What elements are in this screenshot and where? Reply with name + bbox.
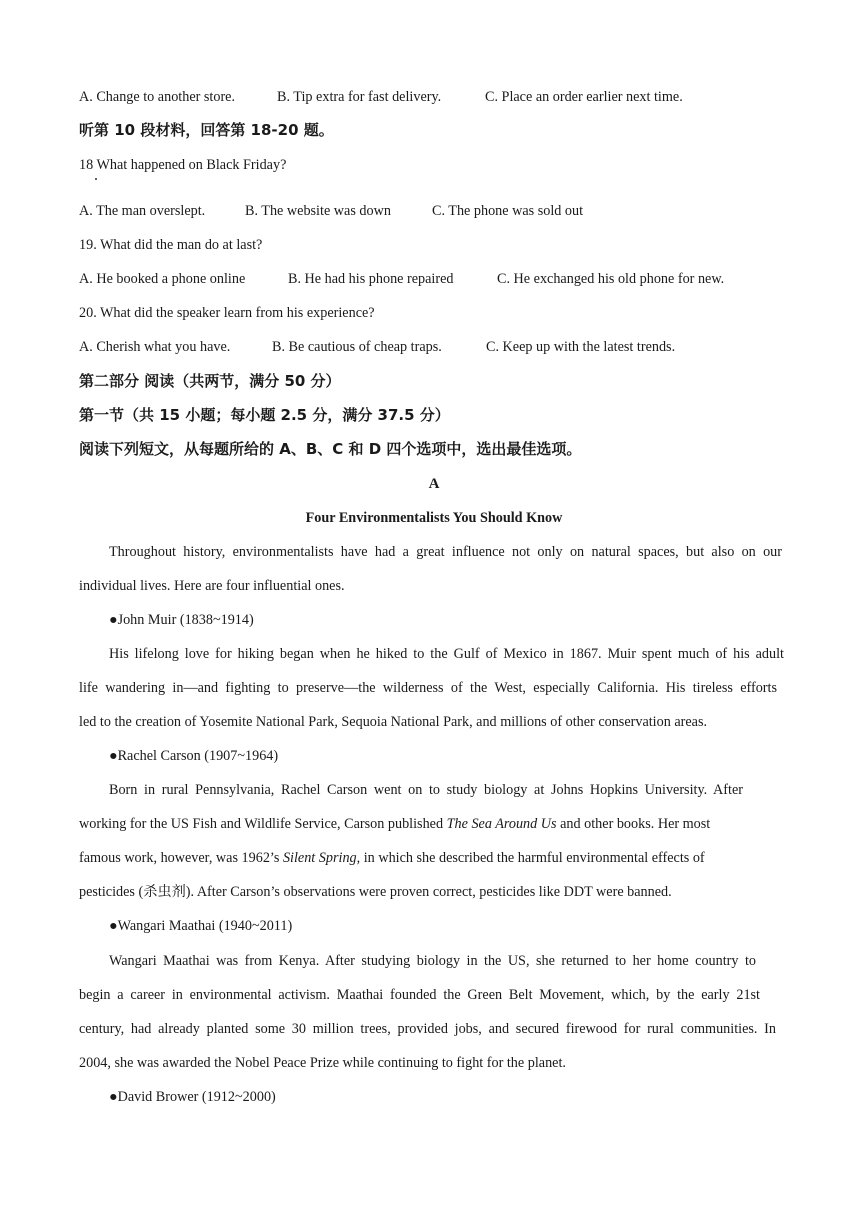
muir-line-3: led to the creation of Yosemite National Park, Sequoia National Park, and millions of other conservation areas.: [79, 714, 708, 730]
carson-line-2: [79, 814, 784, 834]
passage-title: Four Environmentalists You Should Know: [305, 510, 563, 526]
q18-option-a: A. The man overslept.: [79, 203, 206, 219]
carson-line-1: Born in rural Pennsylvania, Rachel Carson went on to study biology at Johns Hopkins University. After: [109, 782, 743, 798]
q19-option-a: A. He booked a phone online: [79, 271, 246, 287]
carson-line-3-b: , in which she described the harmful environmental effects of: [356, 850, 705, 866]
q19-option-c: C. He exchanged his old phone for new.: [497, 271, 725, 287]
q19-options: [79, 269, 784, 289]
q17-option-b: B. Tip extra for fast delivery.: [277, 89, 442, 105]
maathai-line-4: 2004, she was awarded the Nobel Peace Prize while continuing to fight for the planet.: [79, 1055, 566, 1071]
passage-label: A: [428, 476, 440, 492]
book-title-sea-around-us: The Sea Around Us: [446, 816, 557, 832]
q20-option-b: B. Be cautious of cheap traps.: [272, 339, 442, 355]
carson-name: ●Rachel Carson (1907~1964): [109, 748, 279, 764]
q18-option-b: B. The website was down: [245, 203, 391, 219]
carson-line-3: [79, 848, 784, 868]
q17-option-a: A. Change to another store.: [79, 89, 236, 105]
q17-option-c: C. Place an order earlier next time.: [485, 89, 683, 105]
q18-option-c: C. The phone was sold out: [432, 203, 584, 219]
q18-options: [79, 201, 784, 221]
q17-options: [79, 87, 784, 107]
maathai-line-2: begin a career in environmental activism. Maathai founded the Green Belt Movement, which, by the early 21st: [79, 987, 760, 1003]
muir-line-2: life wandering in—and fighting to preserve—the wilderness of the West, especially California. His tireless efforts: [79, 680, 777, 696]
brower-name: ●David Brower (1912~2000): [109, 1089, 276, 1105]
book-title-silent-spring: Silent Spring: [282, 850, 357, 866]
maathai-name: ●Wangari Maathai (1940~2011): [109, 918, 293, 934]
carson-line-3-a: famous work, however, was 1962’s: [79, 850, 283, 866]
maathai-line-1: Wangari Maathai was from Kenya. After studying biology in the US, she returned to her home country to: [109, 953, 756, 969]
part2-header: 第二部分 阅读（共两节，满分 50 分）: [79, 372, 341, 390]
maathai-line-3: century, had already planted some 30 million trees, provided jobs, and secured firewood for rural communities. In: [79, 1021, 776, 1037]
stray-dot: [95, 178, 97, 180]
q19-option-b: B. He had his phone repaired: [288, 271, 454, 287]
carson-line-2-b: and other books. Her most: [556, 816, 711, 832]
carson-line-2-a: working for the US Fish and Wildlife Service, Carson published: [79, 816, 447, 832]
q18-question: 18 What happened on Black Friday?: [79, 157, 287, 173]
q20-question: 20. What did the speaker learn from his experience?: [79, 305, 375, 321]
q20-option-c: C. Keep up with the latest trends.: [486, 339, 676, 355]
q20-option-a: A. Cherish what you have.: [79, 339, 231, 355]
q19-question: 19. What did the man do at last?: [79, 237, 263, 253]
carson-line-4: pesticides (杀虫剂). After Carson’s observations were proven correct, pesticides like DDT were banned.: [79, 884, 672, 900]
reading-instruction: 阅读下列短文，从每题所给的 A、B、C 和 D 四个选项中，选出最佳选项。: [79, 440, 582, 458]
intro-line-1: Throughout history, environmentalists have had a great influence not only on natural spaces, but also on our: [109, 544, 782, 560]
section10-header: 听第 10 段材料，回答第 18-20 题。: [79, 121, 334, 139]
muir-line-1: His lifelong love for hiking began when he hiked to the Gulf of Mexico in 1867. Muir spent much of his adult: [109, 646, 784, 662]
q20-options: [79, 337, 784, 357]
section1-header: 第一节（共 15 小题；每小题 2.5 分，满分 37.5 分）: [79, 406, 450, 424]
muir-name: ●John Muir (1838~1914): [109, 612, 254, 628]
intro-line-2: individual lives. Here are four influential ones.: [79, 578, 345, 594]
